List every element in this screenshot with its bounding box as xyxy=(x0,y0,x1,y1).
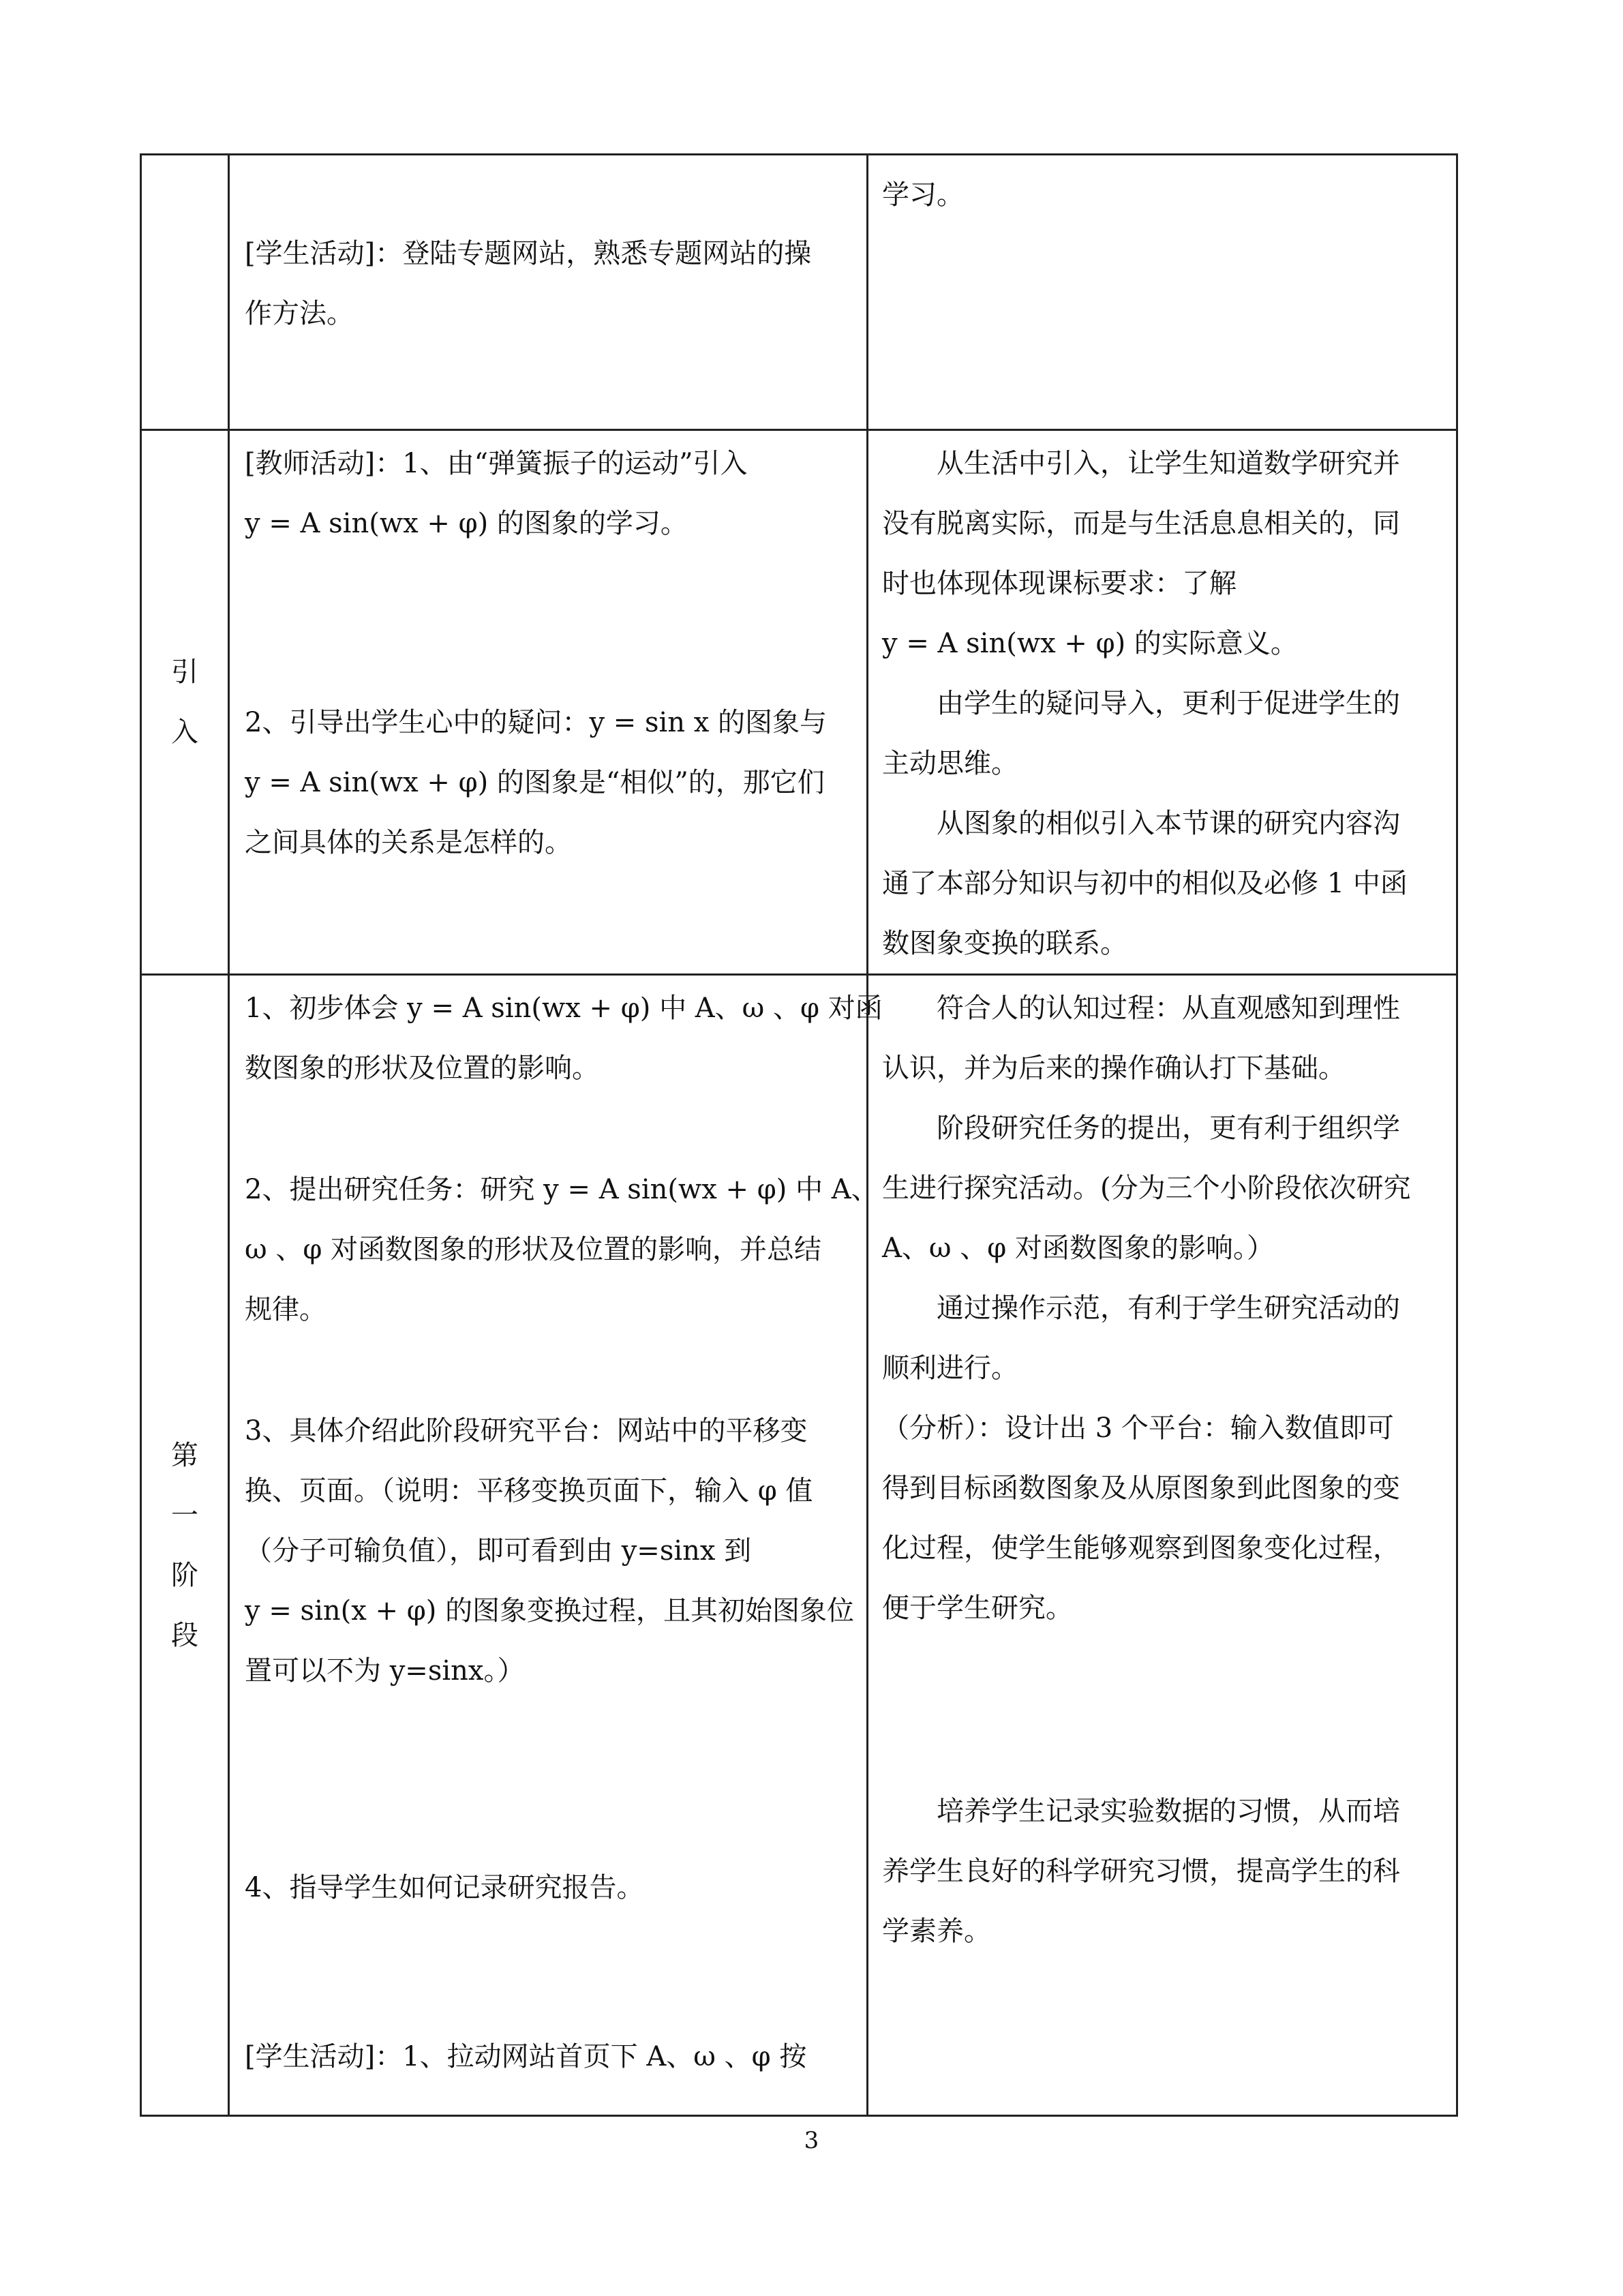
text-line: 2、引导出学生心中的疑问：y = sin x 的图象与 xyxy=(245,707,828,738)
stage-char: 段 xyxy=(171,1619,198,1651)
activity-cell xyxy=(229,975,883,2116)
text-line: 养学生良好的科学研究习惯，提高学生的科 xyxy=(882,1856,1400,1887)
text-line: 生进行探究活动。(分为三个小阶段依次研究 xyxy=(882,1173,1411,1204)
text-line: 之间具体的关系是怎样的。 xyxy=(245,827,572,858)
text-line: （分析）：设计出 3 个平台：输入数值即可 xyxy=(882,1413,1394,1444)
text-line: 规律。 xyxy=(245,1294,327,1325)
text-line: 认识，并为后来的操作确认打下基础。 xyxy=(882,1053,1346,1084)
text-line: [学生活动]：登陆专题网站，熟悉专题网站的操 xyxy=(245,238,812,269)
text-line: y = A sin(wx + φ) 的实际意义。 xyxy=(882,628,1298,659)
text-line: [学生活动]：1、拉动网站首页下 A、ω 、φ 按 xyxy=(245,2041,807,2072)
text-line: 学素养。 xyxy=(882,1916,991,1947)
text-line: 顺利进行。 xyxy=(882,1353,1018,1384)
text-line: y = A sin(wx + φ) 的图象是“相似”的，那它们 xyxy=(245,767,825,798)
text-line: y = A sin(wx + φ) 的图象的学习。 xyxy=(245,508,688,539)
table-row xyxy=(141,155,1457,430)
text-line: 数图象的形状及位置的影响。 xyxy=(245,1053,599,1084)
table-row xyxy=(141,430,1457,975)
text-line: 作方法。 xyxy=(245,298,354,329)
text-line: 化过程，使学生能够观察到图象变化过程， xyxy=(882,1532,1400,1564)
text-line: 学习。 xyxy=(882,179,964,211)
text-line: 置可以不为 y=sinx。） xyxy=(245,1655,525,1687)
text-line: 通了本部分知识与初中的相似及必修 1 中函 xyxy=(882,868,1408,899)
stage-label xyxy=(142,1425,228,1665)
text-line: y = sin(x + φ) 的图象变换过程，且其初始图象位 xyxy=(245,1595,855,1627)
text-line: 通过操作示范，有利于学生研究活动的 xyxy=(937,1293,1400,1324)
text-line: 培养学生记录实验数据的习惯，从而培 xyxy=(937,1796,1400,1827)
stage-char: 第 xyxy=(171,1439,198,1471)
design-intent-cell xyxy=(868,155,1457,430)
text-line: [教师活动]：1、由“弹簧振子的运动”引入 xyxy=(245,448,748,479)
stage-cell xyxy=(141,430,229,975)
stage-label xyxy=(142,642,228,762)
text-line: 主动思维。 xyxy=(882,748,1018,779)
text-line: ω 、φ 对函数图象的形状及位置的影响，并总结 xyxy=(245,1234,822,1265)
stage-char: 入 xyxy=(171,716,198,748)
stage-cell xyxy=(141,975,229,2116)
text-line: 换、页面。（说明：平移变换页面下，输入 φ 值 xyxy=(245,1475,813,1507)
stage-cell xyxy=(141,155,229,430)
design-intent-cell xyxy=(868,975,1457,2116)
text-line: 2、提出研究任务：研究 y = A sin(wx + φ) 中 A、 xyxy=(245,1174,879,1205)
text-line: 3、具体介绍此阶段研究平台：网站中的平移变 xyxy=(245,1415,808,1447)
table-row xyxy=(141,975,1457,2116)
stage-char: 一 xyxy=(171,1499,198,1531)
text-line: 得到目标函数图象及从原图象到此图象的变 xyxy=(882,1472,1400,1504)
text-line: 由学生的疑问导入，更利于促进学生的 xyxy=(937,688,1400,719)
stage-char: 阶 xyxy=(171,1559,198,1591)
page-number: 3 xyxy=(804,2127,819,2154)
text-line: 阶段研究任务的提出，更有利于组织学 xyxy=(937,1113,1400,1144)
lesson-plan-table xyxy=(140,153,1458,2117)
text-line: 4、指导学生如何记录研究报告。 xyxy=(245,1872,644,1903)
text-line: 便于学生研究。 xyxy=(882,1592,1073,1624)
text-line: 从图象的相似引入本节课的研究内容沟 xyxy=(937,808,1400,839)
text-line: 没有脱离实际，而是与生活息息相关的，同 xyxy=(882,508,1400,539)
stage-char: 引 xyxy=(171,656,198,688)
text-line: 时也体现体现课标要求：了解 xyxy=(882,568,1237,599)
text-line: 1、初步体会 y = A sin(wx + φ) 中 A、ω 、φ 对函 xyxy=(245,993,883,1024)
text-line: 符合人的认知过程：从直观感知到理性 xyxy=(937,993,1400,1024)
text-line: 从生活中引入，让学生知道数学研究并 xyxy=(937,448,1400,479)
activity-cell xyxy=(229,430,868,975)
text-line: 数图象变换的联系。 xyxy=(882,928,1127,959)
text-line: （分子可输负值），即可看到由 y=sinx 到 xyxy=(245,1535,752,1567)
activity-cell xyxy=(229,155,868,430)
design-intent-cell xyxy=(868,430,1457,975)
text-line: A、ω 、φ 对函数图象的影响。） xyxy=(882,1233,1274,1264)
